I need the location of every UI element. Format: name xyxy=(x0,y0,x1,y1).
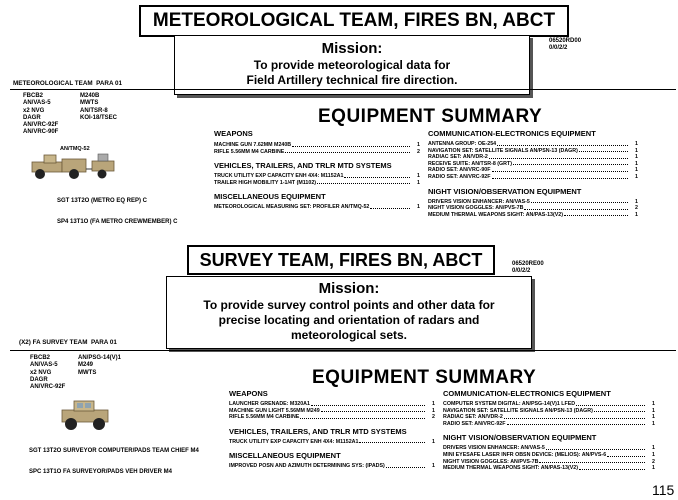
survey-para-label: (X2) FA SURVEY TEAM PARA 01 xyxy=(19,339,117,346)
survey-nv-list xyxy=(443,445,655,471)
equipment-item: MWTS xyxy=(78,369,97,376)
equipment-quantity: 1 xyxy=(635,154,638,161)
met-vehicles-title: VEHICLES, TRAILERS, AND TRLR MTD SYSTEMS xyxy=(214,161,392,171)
equipment-item: x2 NVG xyxy=(30,369,52,376)
equipment-quantity: 1 xyxy=(652,407,655,414)
dotted-leader xyxy=(507,421,646,426)
dotted-leader xyxy=(292,142,410,147)
equipment-row xyxy=(428,199,638,206)
equipment-name: MACHINE GUN 7.62MM M240B xyxy=(214,142,292,148)
equipment-name: ANTENNA GROUP: OE-254 xyxy=(428,141,497,147)
met-vehicles-list xyxy=(214,173,420,186)
dotted-leader xyxy=(321,408,425,413)
dotted-leader xyxy=(576,401,645,406)
met-weapons-title: WEAPONS xyxy=(214,129,253,138)
met-right-column xyxy=(428,129,638,218)
met-misc-list xyxy=(214,204,420,211)
equipment-row xyxy=(428,174,638,181)
equipment-name: TRAILER HIGH MOBILITY 1-1/4T (M1102) xyxy=(214,179,317,186)
equipment-item: DAGR xyxy=(30,376,48,383)
equipment-name: NAVIGATION SET: SATELLITE SIGNALS AN/PSN-13 (DAGR) xyxy=(428,147,578,154)
equipment-name: RECEIVE SUITE: AN/TSR-8 (GRT) xyxy=(428,160,512,167)
survey-equipment-col-1 xyxy=(30,355,65,391)
dotted-leader xyxy=(370,204,410,209)
survey-mission-line-2: precise locating and orientation of radars and xyxy=(218,313,480,327)
equipment-name: DRIVERS VISION ENHANCER: AN/VAS-5 xyxy=(428,198,530,205)
equipment-row xyxy=(428,154,638,161)
dotted-leader xyxy=(489,154,628,159)
equipment-row xyxy=(214,180,420,187)
equipment-quantity: 1 xyxy=(635,167,638,174)
equipment-quantity: 1 xyxy=(432,463,435,470)
equipment-name: RADIAC SET: AN/VDR-2 xyxy=(428,154,488,161)
equipment-item: FBCB2 xyxy=(30,355,51,361)
equipment-row xyxy=(443,401,655,408)
equipment-row xyxy=(214,173,420,180)
survey-nv-title: NIGHT VISION/OBSERVATION EQUIPMENT xyxy=(443,433,597,443)
met-misc-title: MISCELLANEOUS EQUIPMENT xyxy=(214,192,326,202)
equipment-item: M249 xyxy=(78,362,94,369)
survey-mission-box xyxy=(166,276,532,349)
equipment-name: RIFLE 5.56MM M4 CARBINE xyxy=(229,414,300,421)
met-comm-title: COMMUNICATION-ELECTRONICS EQUIPMENT xyxy=(428,129,596,138)
survey-code-line-2: 0/0/2/2 xyxy=(512,268,531,274)
survey-code-line-1: 06520RE00 xyxy=(512,261,544,267)
survey-vehicles-list xyxy=(229,439,435,446)
equipment-quantity: 1 xyxy=(432,401,435,407)
survey-team-title: SURVEY TEAM, FIRES BN, ABCT xyxy=(187,245,495,275)
survey-misc-list xyxy=(229,463,435,470)
dotted-leader xyxy=(504,414,645,419)
equipment-row xyxy=(428,167,638,174)
survey-comm-list xyxy=(443,401,655,427)
equipment-quantity: 1 xyxy=(635,173,638,180)
survey-equipment-summary-title: EQUIPMENT SUMMARY xyxy=(312,367,537,388)
equipment-name: NAVIGATION SET: SATELLITE SIGNALS AN/PSN-13 (DAGR) xyxy=(443,407,593,414)
equipment-quantity: 1 xyxy=(635,198,638,205)
equipment-item: AN/PSG-14(V)1 xyxy=(78,355,122,361)
equipment-quantity: 2 xyxy=(432,414,435,421)
equipment-name: MINI EYESAFE LASER INFR OBSN DEVICE: (MELIOS): AN/PVS-6 xyxy=(443,451,607,458)
dotted-leader xyxy=(344,173,410,178)
dotted-leader xyxy=(524,205,628,210)
dotted-leader xyxy=(386,463,425,468)
equipment-name: NIGHT VISION GOGGLES: AN/PVS-7B xyxy=(428,205,524,212)
equipment-quantity: 1 xyxy=(635,141,638,147)
met-unit-code xyxy=(549,38,581,52)
equipment-quantity: 1 xyxy=(652,401,655,407)
equipment-item: KOI-18/TSEC xyxy=(80,114,118,121)
equipment-item: AN/VRC-90F xyxy=(23,129,59,136)
equipment-name: TRUCK UTILITY EXP CAPACITY ENH 4X4: M1152A1 xyxy=(214,173,344,180)
equipment-name: RADIO SET: AN/VRC-92F xyxy=(443,420,506,427)
dotted-leader xyxy=(579,465,645,470)
met-mission-line-1: To provide meteorological data for xyxy=(253,58,451,72)
survey-mission-line-3: meteorological sets. xyxy=(290,328,408,342)
equipment-row xyxy=(443,445,655,452)
equipment-name: RIFLE 5.56MM M4 CARBINE xyxy=(214,148,285,155)
equipment-item: x2 NVG xyxy=(23,107,45,114)
equipment-row xyxy=(443,452,655,459)
equipment-quantity: 1 xyxy=(635,160,638,167)
met-personnel-1: SGT 13T2O (METRO EQ REP) C xyxy=(57,197,148,204)
equipment-quantity: 1 xyxy=(417,204,420,211)
equipment-quantity: 1 xyxy=(417,142,420,148)
survey-weapons-list xyxy=(229,401,435,421)
met-equipment-col-2 xyxy=(80,93,117,122)
met-equipment-summary-title: EQUIPMENT SUMMARY xyxy=(318,106,543,127)
page-number: 115 xyxy=(652,482,675,498)
met-para-label: METEOROLOGICAL TEAM PARA 01 xyxy=(13,80,123,87)
met-code-line-2: 0/0/2/2 xyxy=(549,45,568,51)
dotted-leader xyxy=(311,401,425,406)
survey-comm-title: COMMUNICATION-ELECTRONICS EQUIPMENT xyxy=(443,389,611,398)
equipment-name: NIGHT VISION GOGGLES: AN/PVS-7B xyxy=(443,458,539,465)
survey-misc-title: MISCELLANEOUS EQUIPMENT xyxy=(229,451,341,461)
equipment-name: LAUNCHER GRENADE: M320A1 xyxy=(229,401,310,407)
dotted-leader xyxy=(317,180,410,185)
equipment-item: AN/VRC-92F xyxy=(30,384,66,391)
equipment-quantity: 1 xyxy=(417,179,420,186)
dotted-leader xyxy=(546,445,645,450)
equipment-quantity: 2 xyxy=(417,148,420,155)
equipment-name: MEDIUM THERMAL WEAPONS SIGHT: AN/PAS-13(V2) xyxy=(428,211,563,218)
equipment-name: RADIO SET: AN/VRC-92F xyxy=(428,173,491,180)
equipment-name: DRIVERS VISION ENHANCER: AN/VAS-5 xyxy=(443,445,545,452)
equipment-row xyxy=(428,148,638,155)
survey-mission-heading: Mission: xyxy=(318,280,380,297)
equipment-row xyxy=(214,149,420,156)
survey-right-column xyxy=(443,389,655,472)
equipment-name: RADIO SET: AN/VRC-90F xyxy=(428,167,491,174)
met-mission-box xyxy=(174,35,530,95)
equipment-quantity: 1 xyxy=(635,147,638,154)
dotted-leader xyxy=(607,452,645,457)
equipment-row xyxy=(229,408,435,415)
equipment-quantity: 1 xyxy=(652,414,655,421)
equipment-name: IMPROVED POSN AND AZIMUTH DETERMINING SYS: (IPADS) xyxy=(229,463,385,470)
equipment-name: TRUCK UTILITY EXP CAPACITY ENH 4X4: M1152A1 xyxy=(229,438,359,445)
survey-personnel-1: SGT 13T2O SURVEYOR COMPUTER/PADS TEAM CHIEF M4 xyxy=(29,447,199,454)
met-personnel-2: SP4 13T1O (FA METRO CREWMEMBER) C xyxy=(57,219,178,226)
met-code-line-1: 06520RD00 xyxy=(549,38,582,44)
equipment-row xyxy=(428,212,638,219)
dotted-leader xyxy=(497,141,628,146)
equipment-quantity: 1 xyxy=(652,445,655,452)
equipment-item: AN/VAS-5 xyxy=(23,100,51,107)
dotted-leader xyxy=(579,148,628,153)
survey-personnel xyxy=(29,433,199,484)
met-team-title: METEOROLOGICAL TEAM, FIRES BN, ABCT xyxy=(139,5,569,37)
equipment-row xyxy=(229,401,435,408)
equipment-quantity: 1 xyxy=(652,465,655,472)
equipment-row xyxy=(443,421,655,428)
utility-truck-icon xyxy=(58,398,112,432)
equipment-row xyxy=(428,141,638,148)
equipment-quantity: 1 xyxy=(417,173,420,180)
equipment-name: METEOROLOGICAL MEASURING SET: PROFILER AN/TMQ-52 xyxy=(214,204,370,211)
met-vehicle-label: AN/TMQ-52 xyxy=(60,146,90,152)
equipment-row xyxy=(443,414,655,421)
equipment-row xyxy=(443,459,655,466)
equipment-row xyxy=(443,408,655,415)
equipment-row xyxy=(229,463,435,470)
met-left-column xyxy=(214,129,420,211)
equipment-quantity: 1 xyxy=(432,407,435,414)
survey-mission-line-1: To provide survey control points and other data for xyxy=(203,298,495,312)
equipment-row xyxy=(443,465,655,472)
survey-unit-code xyxy=(512,261,544,275)
equipment-row xyxy=(428,205,638,212)
equipment-item: AN/TSR-8 xyxy=(80,107,108,114)
dotted-leader xyxy=(564,212,628,217)
equipment-item: AN/VAS-5 xyxy=(30,362,58,369)
equipment-quantity: 2 xyxy=(635,205,638,212)
equipment-item: M240B xyxy=(80,93,100,99)
equipment-name: MEDIUM THERMAL WEAPONS SIGHT: AN/PAS-13(V2) xyxy=(443,465,578,472)
dotted-leader xyxy=(531,199,628,204)
equipment-row xyxy=(214,204,420,211)
dotted-leader xyxy=(359,439,425,444)
met-mission-heading: Mission: xyxy=(321,40,383,57)
met-weapons-list xyxy=(214,142,420,155)
equipment-quantity: 1 xyxy=(652,451,655,458)
truck-with-trailer-icon xyxy=(30,150,118,182)
survey-vehicles-title: VEHICLES, TRAILERS, AND TRLR MTD SYSTEMS xyxy=(229,426,407,436)
equipment-quantity: 1 xyxy=(432,438,435,445)
met-divider xyxy=(10,89,676,90)
equipment-row xyxy=(229,414,435,421)
equipment-item: FBCB2 xyxy=(23,93,44,99)
dotted-leader xyxy=(539,459,645,464)
dotted-leader xyxy=(594,408,645,413)
met-equipment-col-1 xyxy=(23,93,58,137)
dotted-leader xyxy=(513,161,628,166)
survey-weapons-title: WEAPONS xyxy=(229,389,268,398)
equipment-item: MWTS xyxy=(80,100,99,107)
equipment-item: AN/VRC-92F xyxy=(23,122,59,129)
dotted-leader xyxy=(492,174,629,179)
equipment-row xyxy=(214,142,420,149)
equipment-quantity: 2 xyxy=(652,458,655,465)
equipment-row xyxy=(428,161,638,168)
dotted-leader xyxy=(492,167,629,172)
dotted-leader xyxy=(300,414,425,419)
survey-personnel-2: SPC 13T1O FA SURVEYOR/PADS VEH DRIVER M4 xyxy=(29,469,172,476)
met-nv-list xyxy=(428,199,638,219)
met-personnel xyxy=(57,183,177,234)
equipment-name: MACHINE GUN LIGHT 5.56MM M249 xyxy=(229,407,320,414)
met-mission-line-2: Field Artillery technical fire direction. xyxy=(246,73,458,87)
equipment-quantity: 1 xyxy=(635,211,638,218)
equipment-item: DAGR xyxy=(23,114,41,121)
survey-divider xyxy=(10,350,676,351)
equipment-row xyxy=(229,439,435,446)
met-comm-list xyxy=(428,141,638,181)
equipment-name: COMPUTER SYSTEM DIGITAL: AN/PSG-14(V)1 LFED xyxy=(443,401,576,407)
equipment-name: RADIAC SET: AN/VDR-2 xyxy=(443,414,503,421)
met-nv-title: NIGHT VISION/OBSERVATION EQUIPMENT xyxy=(428,186,582,196)
dotted-leader xyxy=(285,149,410,154)
equipment-quantity: 1 xyxy=(652,420,655,427)
survey-equipment-col-2 xyxy=(78,355,121,377)
survey-left-column xyxy=(229,389,435,470)
